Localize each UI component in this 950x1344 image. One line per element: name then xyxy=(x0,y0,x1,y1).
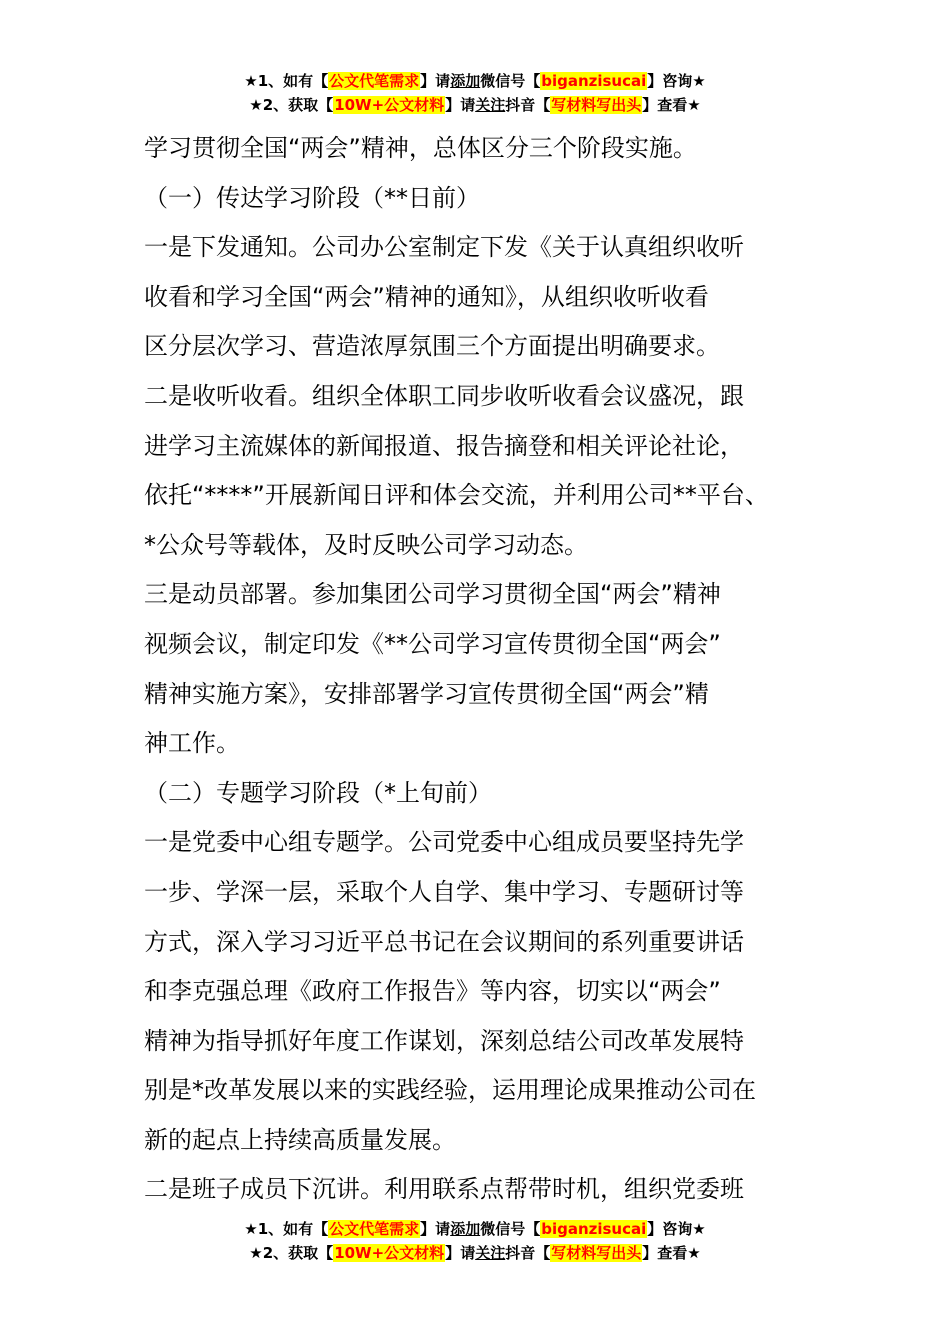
document-line: 精神为指导抓好年度工作谋划，深刻总结公司改革发展特 xyxy=(144,1026,744,1055)
banner-highlight: 10W+公文材料 xyxy=(334,1244,445,1262)
banner-highlight: 公文代笔需求 xyxy=(329,72,420,90)
banner-text: 】请 xyxy=(420,72,451,90)
document-line: 三是动员部署。参加集团公司学习贯彻全国“两会”精神 xyxy=(144,580,721,609)
banner-text: ★2、获取【 xyxy=(249,1244,334,1262)
banner-text: 微信号【 xyxy=(480,72,541,90)
section-heading: （二）专题学习阶段（*上旬前） xyxy=(144,778,492,807)
banner-text: 】查看★ xyxy=(642,96,701,114)
banner-text: 】咨询★ xyxy=(647,72,706,90)
document-body xyxy=(144,124,810,1215)
document-line: 别是*改革发展以来的实践经验，运用理论成果推动公司在 xyxy=(144,1076,756,1105)
document-line: 二是班子成员下沉讲。利用联系点帮带时机，组织党委班 xyxy=(144,1175,744,1204)
document-line: 精神实施方案》，安排部署学习宣传贯彻全国“两会”精 xyxy=(144,679,709,708)
document-line: 和李克强总理《政府工作报告》等内容，切实以“两会” xyxy=(144,977,721,1006)
banner-text: 抖音【 xyxy=(505,1244,551,1262)
banner-text: 】请 xyxy=(445,96,476,114)
banner-highlight: 写材料写出头 xyxy=(551,96,642,114)
document-line: 新的起点上持续高质量发展。 xyxy=(144,1125,456,1154)
document-line: 依托“****”开展新闻日评和体会交流，并利用公司**平台、 xyxy=(144,481,769,510)
banner-line-1 xyxy=(0,1217,950,1241)
document-line: 一是党委中心组专题学。公司党委中心组成员要坚持先学 xyxy=(144,828,744,857)
banner-emphasis: 关注 xyxy=(475,96,506,114)
document-line: 一是下发通知。公司办公室制定下发《关于认真组织收听 xyxy=(144,233,744,262)
banner-text: 】查看★ xyxy=(642,1244,701,1262)
document-line: *公众号等载体，及时反映公司学习动态。 xyxy=(144,530,588,559)
banner-text: 】咨询★ xyxy=(647,1220,706,1238)
document-line: 学习贯彻全国“两会”精神，总体区分三个阶段实施。 xyxy=(144,134,697,162)
banner-text: ★1、如有【 xyxy=(244,72,329,90)
bottom-banner xyxy=(0,1217,950,1265)
banner-text: ★2、获取【 xyxy=(249,96,334,114)
banner-line-2 xyxy=(0,1241,950,1265)
banner-emphasis: 添加 xyxy=(450,72,481,90)
banner-emphasis: 关注 xyxy=(475,1244,506,1262)
document-line: 方式，深入学习习近平总书记在会议期间的系列重要讲话 xyxy=(144,927,744,956)
banner-highlight: 公文代笔需求 xyxy=(329,1220,420,1238)
section-heading: （一）传达学习阶段（**日前） xyxy=(144,183,480,212)
banner-text: ★1、如有【 xyxy=(244,1220,329,1238)
document-line: 神工作。 xyxy=(144,729,240,758)
banner-text: 】请 xyxy=(420,1220,451,1238)
banner-highlight: biganzisucai xyxy=(541,1220,647,1238)
banner-text: 微信号【 xyxy=(480,1220,541,1238)
top-banner xyxy=(0,69,950,117)
document-line: 区分层次学习、营造浓厚氛围三个方面提出明确要求。 xyxy=(144,332,720,361)
document-line: 一步、学深一层，采取个人自学、集中学习、专题研讨等 xyxy=(144,877,744,906)
document-line: 视频会议，制定印发《**公司学习宣传贯彻全国“两会” xyxy=(144,629,721,658)
banner-highlight: 写材料写出头 xyxy=(551,1244,642,1262)
document-line: 二是收听收看。组织全体职工同步收听收看会议盛况，跟 xyxy=(144,381,744,410)
banner-text: 抖音【 xyxy=(505,96,551,114)
document-line: 进学习主流媒体的新闻报道、报告摘登和相关评论社论， xyxy=(144,431,744,460)
banner-line-1 xyxy=(0,69,950,93)
document-line: 收看和学习全国“两会”精神的通知》，从组织收听收看 xyxy=(144,282,709,311)
banner-highlight: biganzisucai xyxy=(541,72,647,90)
banner-text: 】请 xyxy=(445,1244,476,1262)
banner-line-2 xyxy=(0,93,950,117)
banner-highlight: 10W+公文材料 xyxy=(334,96,445,114)
banner-emphasis: 添加 xyxy=(450,1220,481,1238)
